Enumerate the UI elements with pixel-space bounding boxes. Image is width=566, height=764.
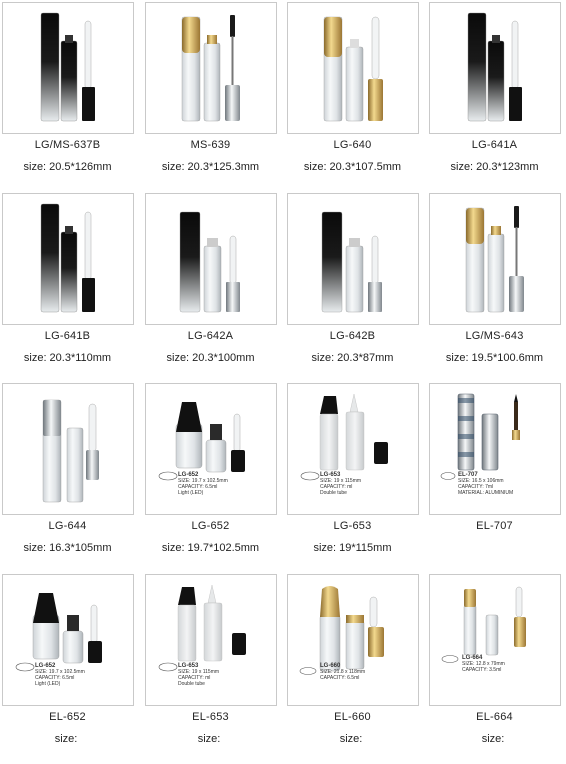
product-image[interactable] <box>429 574 561 706</box>
spec-oval-icon <box>159 663 177 671</box>
product-image[interactable] <box>2 193 134 325</box>
size-label: size: <box>311 352 335 364</box>
mascara-brush-icon <box>230 15 235 37</box>
product-size <box>427 352 562 364</box>
product-card[interactable] <box>0 191 141 382</box>
product-code: EL-652 <box>49 711 86 723</box>
inner-bottle-icon <box>67 428 83 502</box>
spec-size: SIZE: 16.5 x 106mm <box>458 478 504 484</box>
size-label: size: <box>161 161 185 173</box>
product-image[interactable] <box>145 383 277 515</box>
tube-stripe-icon <box>458 416 474 421</box>
spec-capacity: CAPACITY: 7ml <box>458 484 494 490</box>
size-label: size: <box>313 542 337 554</box>
spec-model: LG-652 <box>35 663 56 669</box>
silver-cap-icon <box>368 282 382 312</box>
inner-bottle-icon <box>204 246 221 312</box>
applicator-wand-icon <box>372 17 379 79</box>
tube-bottle-icon <box>41 204 59 312</box>
spec-note: Double tube <box>320 490 347 496</box>
applicator-wand-icon <box>372 236 378 284</box>
spec-capacity: CAPACITY: ml <box>320 484 353 490</box>
product-size <box>0 733 135 745</box>
product-code: EL-653 <box>192 711 229 723</box>
wand-stem-icon <box>516 227 518 277</box>
nozzle-icon <box>208 585 216 603</box>
neck-icon <box>210 424 222 440</box>
spec-oval-icon <box>441 473 455 480</box>
gold-cap-icon <box>466 208 484 244</box>
slim-tube-icon-2 <box>486 615 498 655</box>
inner-bottle-icon <box>488 41 504 121</box>
product-card[interactable] <box>427 572 566 763</box>
silver-cap-icon <box>226 282 240 312</box>
spec-label <box>178 663 219 687</box>
spec-size: SIZE: 19.7 x 102.5mm <box>178 478 228 484</box>
gold-cap-icon-2 <box>514 617 526 647</box>
size-label: size: <box>23 542 47 554</box>
tube-stripe-icon <box>458 434 474 439</box>
size-label: size: <box>450 161 474 173</box>
product-size <box>285 352 420 364</box>
size-value: 20.3*110mm <box>49 352 112 364</box>
product-image[interactable] <box>287 2 419 134</box>
brush-stem-icon <box>514 402 518 432</box>
silver-cap-icon <box>509 276 524 312</box>
gold-collar-icon <box>512 430 520 440</box>
product-image[interactable] <box>145 2 277 134</box>
slim-tube-icon <box>464 605 476 655</box>
product-card[interactable] <box>143 381 284 572</box>
size-label: size: <box>339 733 363 745</box>
mascara-brush-icon <box>514 206 519 228</box>
product-code: MS-639 <box>190 139 231 151</box>
applicator-wand-icon <box>85 21 91 89</box>
spec-model: LG-660 <box>320 663 341 669</box>
spec-label <box>462 655 505 673</box>
product-card[interactable] <box>285 572 426 763</box>
product-size <box>143 733 278 745</box>
product-card[interactable] <box>427 381 566 572</box>
spec-oval-icon <box>442 656 458 663</box>
product-image[interactable] <box>145 193 277 325</box>
frosted-tube-icon-2 <box>204 603 222 661</box>
applicator-wand-icon <box>234 414 240 452</box>
size-value: 16.3*105mm <box>49 542 112 554</box>
spec-capacity: CAPACITY: 6.5ml <box>35 675 75 681</box>
product-image[interactable] <box>287 574 419 706</box>
spec-size: SIZE: 12.8 x 79mm <box>462 661 505 667</box>
product-card[interactable] <box>285 191 426 382</box>
size-value: 19*115mm <box>339 542 392 554</box>
neck-icon <box>350 39 359 48</box>
product-image[interactable] <box>429 2 561 134</box>
size-value: 20.3*107.5mm <box>329 161 402 173</box>
product-card[interactable] <box>143 191 284 382</box>
product-image[interactable] <box>429 193 561 325</box>
spec-size: SIZE: 19 x 115mm <box>178 669 220 675</box>
neck-icon <box>67 615 79 631</box>
silver-cap-icon-2 <box>86 450 99 480</box>
product-code: LG-644 <box>48 520 87 532</box>
tube-bottle-icon <box>180 212 200 312</box>
size-label: size: <box>54 733 78 745</box>
size-value: 20.5*126mm <box>49 161 112 173</box>
spec-model: LG-664 <box>462 655 483 661</box>
spec-note: Double tube <box>178 681 205 687</box>
cap-icon <box>82 278 95 312</box>
inner-bottle-icon <box>206 440 226 472</box>
product-illustration <box>288 194 418 324</box>
spec-label <box>458 472 513 496</box>
inner-bottle-icon <box>346 47 363 121</box>
tube-bottle-icon <box>41 13 59 121</box>
product-size <box>143 542 278 554</box>
product-size <box>427 542 562 554</box>
inner-bottle-icon <box>63 631 83 663</box>
product-card[interactable] <box>0 381 141 572</box>
spec-oval-icon <box>16 663 34 671</box>
size-value: 20.3*123mm <box>476 161 539 173</box>
neck-icon <box>491 226 501 235</box>
product-illustration <box>430 194 560 324</box>
spec-oval-icon <box>159 472 177 480</box>
size-label: size: <box>166 352 190 364</box>
tube-bottle-icon <box>468 13 486 121</box>
product-image[interactable] <box>2 383 134 515</box>
product-size <box>285 161 420 173</box>
product-size <box>143 161 278 173</box>
product-code: LG-641B <box>44 330 91 342</box>
product-card[interactable] <box>427 0 566 191</box>
product-code: LG-640 <box>333 139 372 151</box>
product-card[interactable] <box>285 0 426 191</box>
size-label: size: <box>23 352 47 364</box>
spec-capacity: CAPACITY: 6.5ml <box>320 675 360 681</box>
inner-bottle-icon <box>204 43 220 121</box>
product-code: LG-641A <box>471 139 518 151</box>
size-label: size: <box>303 161 327 173</box>
size-label: size: <box>197 733 221 745</box>
neck-icon <box>492 35 500 43</box>
rosegold-cap-icon <box>324 17 342 57</box>
product-card[interactable] <box>427 191 566 382</box>
neck-icon <box>207 35 217 44</box>
size-value: 20.3*100mm <box>192 352 255 364</box>
product-illustration <box>430 575 560 705</box>
spec-oval-icon <box>300 668 316 675</box>
spec-capacity: CAPACITY: 6.5ml <box>178 484 218 490</box>
spec-capacity: CAPACITY: ml <box>178 675 211 681</box>
neck-icon <box>349 238 360 247</box>
silver-cap-icon <box>225 85 240 121</box>
wand-stem-icon <box>232 36 234 86</box>
size-label: size: <box>161 542 185 554</box>
black-cap-icon <box>320 396 338 414</box>
product-image[interactable] <box>429 383 561 515</box>
size-label: size: <box>481 733 505 745</box>
striped-tube-icon <box>458 394 474 470</box>
spec-label <box>320 472 361 496</box>
inner-bottle-icon <box>488 234 504 312</box>
applicator-wand-icon <box>91 605 97 643</box>
spec-model: EL-707 <box>458 472 478 478</box>
product-size <box>427 161 562 173</box>
product-code: LG-642B <box>329 330 376 342</box>
neck-icon <box>207 238 218 247</box>
product-code: LG/MS-637B <box>34 139 101 151</box>
gold-cap-icon <box>320 586 340 617</box>
size-value: 19.5*100.6mm <box>471 352 544 364</box>
black-cap-icon <box>178 587 196 605</box>
size-value: 20.3*87mm <box>337 352 394 364</box>
product-illustration <box>3 3 133 133</box>
spec-label <box>35 663 85 687</box>
black-cap-icon-2 <box>231 450 245 472</box>
spec-label <box>178 472 228 496</box>
product-illustration <box>146 3 276 133</box>
nozzle-icon <box>350 394 358 412</box>
inner-bottle-icon <box>61 232 77 312</box>
product-code: LG-642A <box>187 330 234 342</box>
black-cap-icon-2 <box>232 633 246 655</box>
product-code: EL-660 <box>334 711 371 723</box>
neck-icon <box>65 226 73 234</box>
tube-stripe-icon <box>458 398 474 403</box>
spec-size: SIZE: 19.7 x 102.5mm <box>35 669 85 675</box>
spec-model: LG-653 <box>178 663 199 669</box>
frosted-tube-icon-2 <box>346 412 364 470</box>
black-cap-icon <box>176 402 202 432</box>
product-size <box>143 352 278 364</box>
frosted-tube-icon <box>178 605 196 661</box>
striped-tube-icon-2 <box>482 414 498 470</box>
tube-stripe-icon <box>458 452 474 457</box>
product-illustration <box>3 384 133 514</box>
product-card[interactable] <box>0 572 141 763</box>
product-code: EL-664 <box>476 711 513 723</box>
size-value: 19.7*102.5mm <box>187 542 260 554</box>
product-image[interactable] <box>145 574 277 706</box>
silver-cap-icon <box>43 400 61 436</box>
cap-icon <box>82 87 95 121</box>
product-card[interactable] <box>285 381 426 572</box>
spec-size: SIZE: 19 x 115mm <box>320 478 362 484</box>
product-card[interactable] <box>143 572 284 763</box>
size-value: 20.3*125.3mm <box>187 161 260 173</box>
product-size <box>285 542 420 554</box>
product-illustration <box>430 3 560 133</box>
product-card[interactable] <box>0 0 141 191</box>
black-cap-icon-2 <box>374 442 388 464</box>
eyeliner-brush-icon <box>514 394 518 402</box>
product-illustration <box>3 194 133 324</box>
tube-bottle-icon <box>322 212 342 312</box>
product-illustration <box>288 575 418 705</box>
product-illustration <box>146 194 276 324</box>
spec-label <box>320 663 365 681</box>
spec-note: Light (LED) <box>35 681 61 687</box>
neck-icon <box>65 35 73 43</box>
black-cap-icon <box>33 593 59 623</box>
spec-size: SIZE: 21.8 x 118mm <box>320 669 366 675</box>
product-code: EL-707 <box>476 520 513 532</box>
applicator-wand-icon <box>230 236 236 284</box>
product-size <box>285 733 420 745</box>
applicator-wand-icon <box>85 212 91 280</box>
product-illustration <box>288 3 418 133</box>
inner-bottle-icon <box>346 246 363 312</box>
applicator-wand-icon <box>89 404 96 452</box>
gold-cap-icon <box>464 589 476 607</box>
applicator-wand-icon <box>512 21 518 89</box>
applicator-wand-icon <box>516 587 522 617</box>
spec-note: Light (LED) <box>178 490 204 496</box>
size-label: size: <box>445 352 469 364</box>
product-code: LG-653 <box>333 520 372 532</box>
gold-cap-icon <box>368 79 383 121</box>
product-size <box>0 542 135 554</box>
product-size <box>0 161 135 173</box>
spec-oval-icon <box>301 472 319 480</box>
inner-bottle-icon <box>61 41 77 121</box>
product-image[interactable] <box>2 574 134 706</box>
spec-capacity: CAPACITY: 3.5ml <box>462 667 502 673</box>
product-image[interactable] <box>2 2 134 134</box>
product-size <box>427 733 562 745</box>
product-size <box>0 352 135 364</box>
product-code: LG-652 <box>191 520 230 532</box>
applicator-wand-icon <box>370 597 377 627</box>
product-image[interactable] <box>287 193 419 325</box>
product-code: LG/MS-643 <box>465 330 524 342</box>
product-image[interactable] <box>287 383 419 515</box>
spec-note: MATERIAL: ALUMINIUM <box>458 490 514 496</box>
spec-model: LG-653 <box>320 472 341 478</box>
frosted-tube-icon <box>320 414 338 470</box>
black-cap-icon-2 <box>88 641 102 663</box>
cap-icon <box>509 87 522 121</box>
inner-bottle-icon <box>346 621 364 669</box>
gold-collar-icon <box>346 615 364 623</box>
gold-cap-icon-2 <box>368 627 384 657</box>
product-card[interactable] <box>143 0 284 191</box>
spec-model: LG-652 <box>178 472 199 478</box>
gold-cap-icon <box>182 17 200 53</box>
size-label: size: <box>23 161 47 173</box>
